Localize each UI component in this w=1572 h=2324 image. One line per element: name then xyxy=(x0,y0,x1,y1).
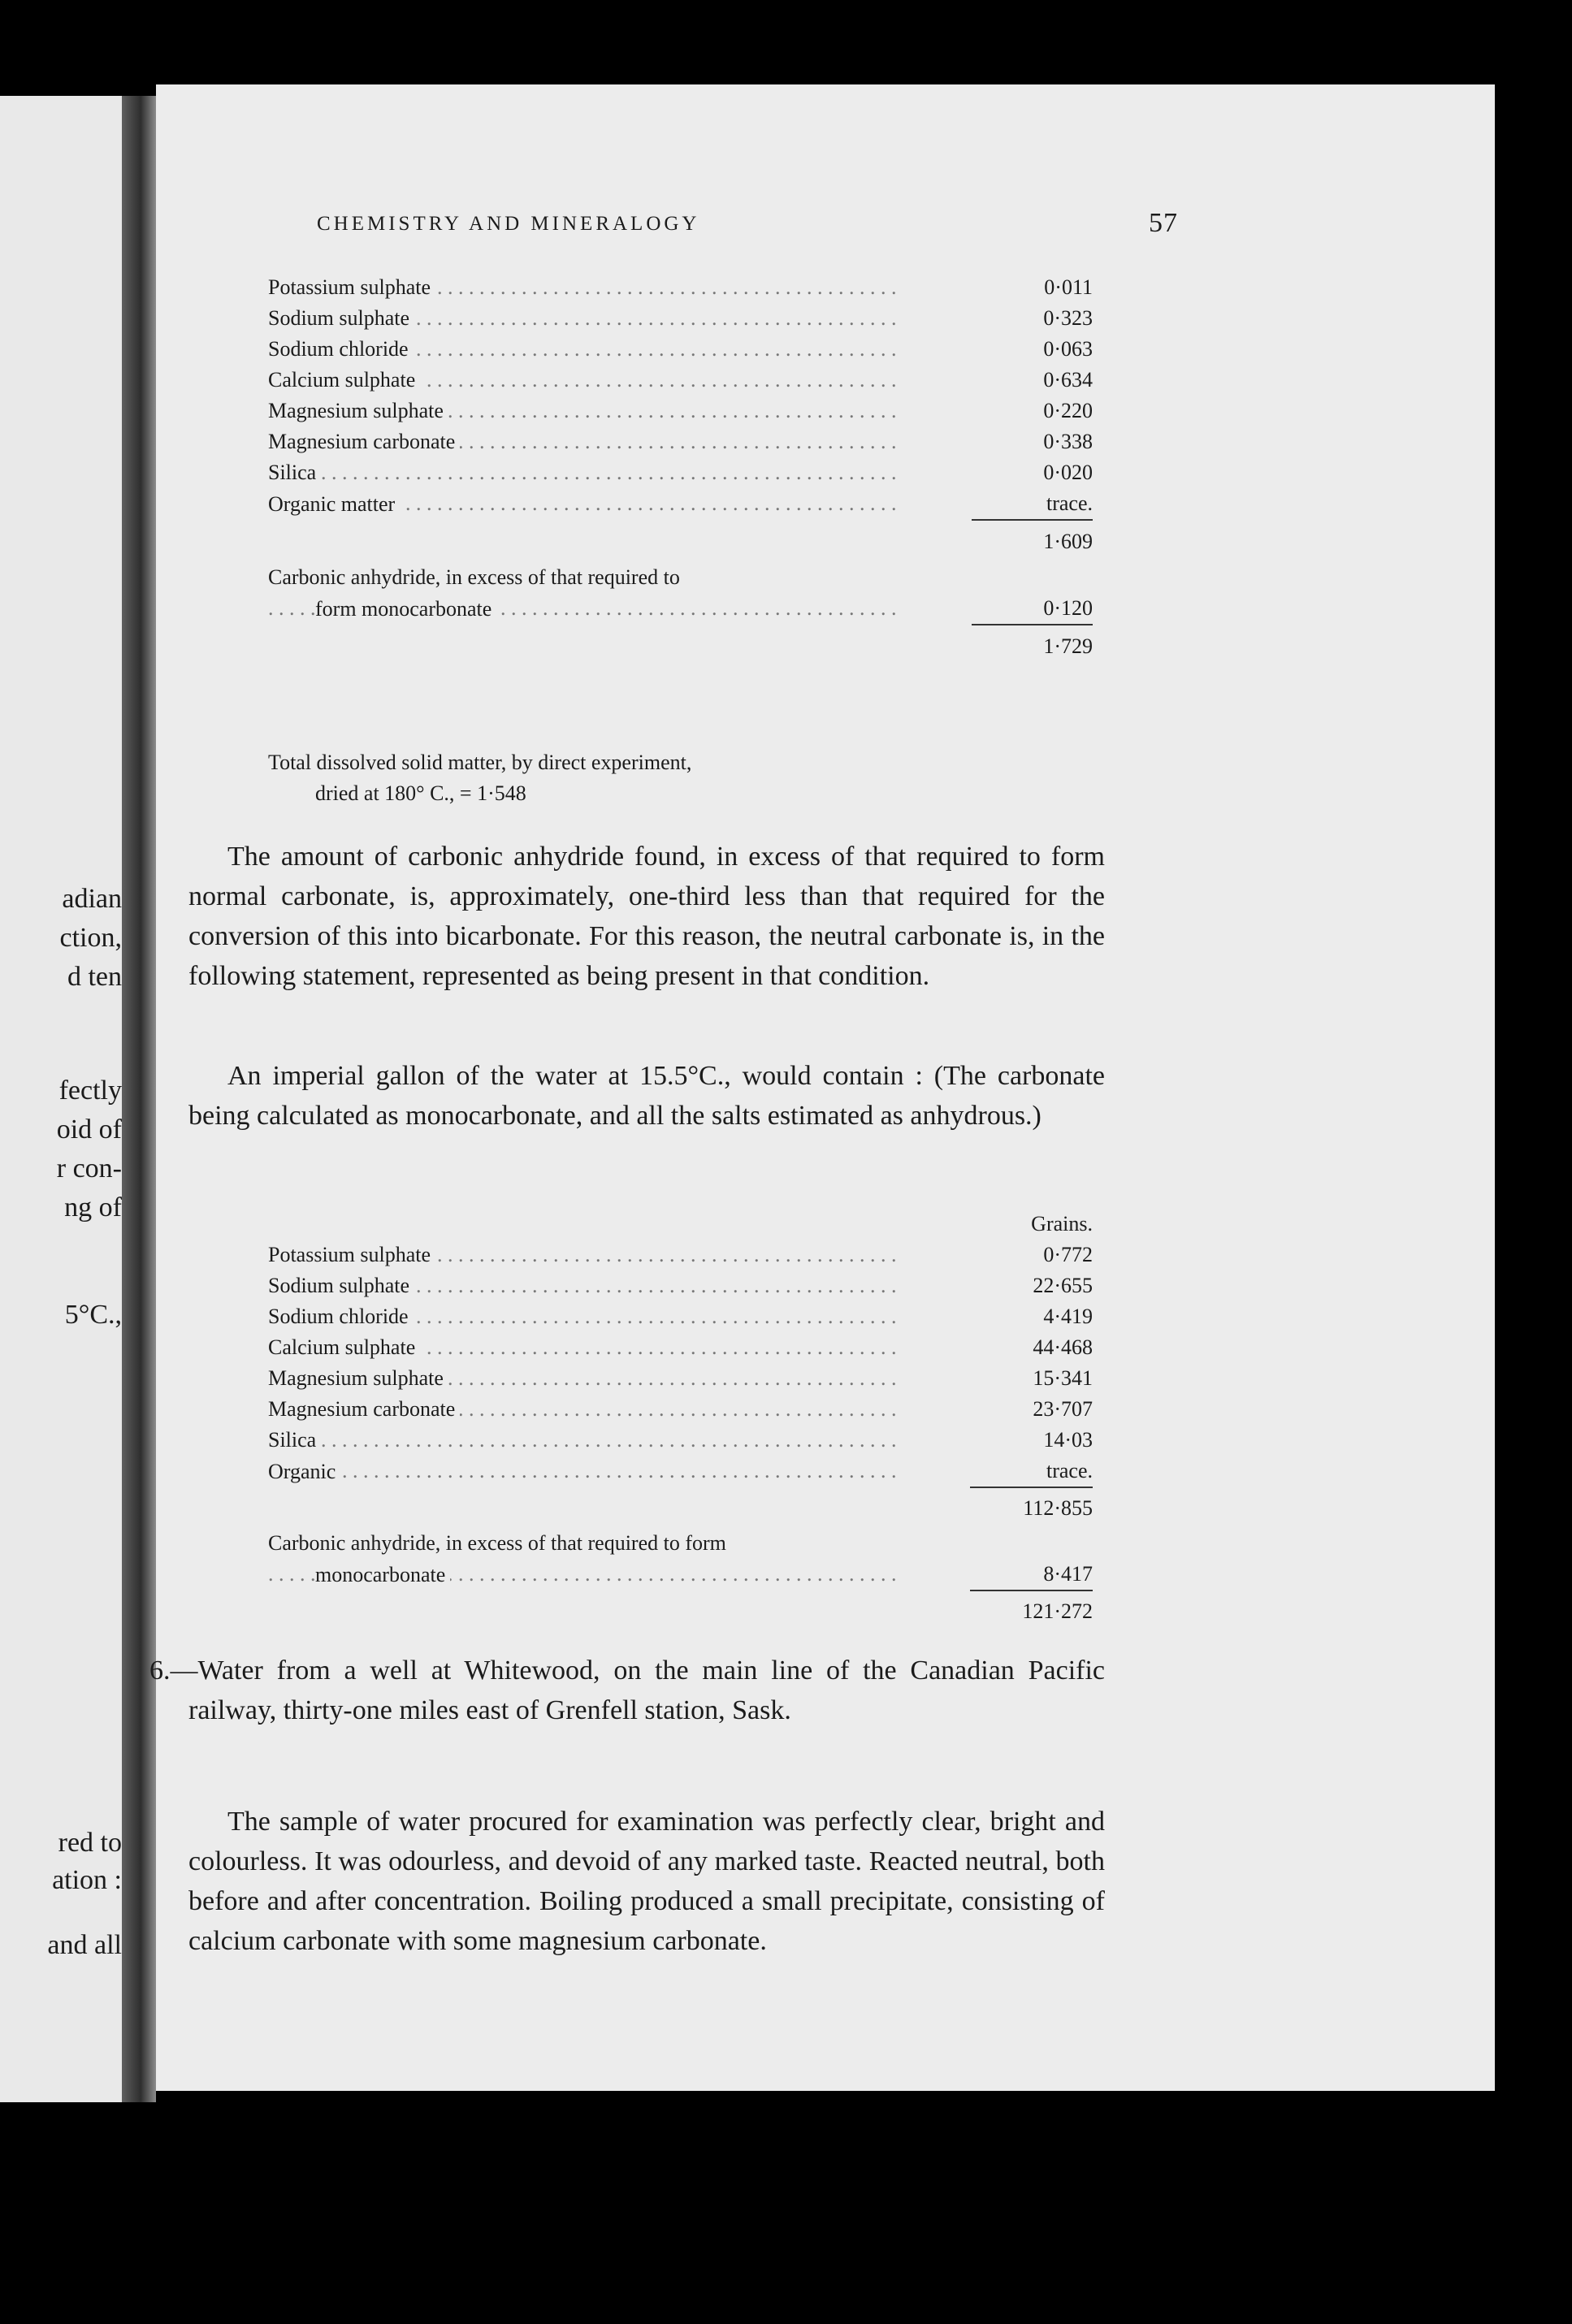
table-row xyxy=(268,488,1093,520)
book-spine xyxy=(122,96,156,2102)
row-value: 14·03 xyxy=(1043,1428,1093,1452)
facing-fragment: red to xyxy=(58,1828,122,1858)
row-label: monocarbonate xyxy=(315,1563,450,1586)
row-label: Sodium sulphate xyxy=(268,306,414,330)
row-label: Potassium sulphate xyxy=(268,275,435,299)
row-value: 0·338 xyxy=(1043,430,1093,453)
facing-fragment: ation : xyxy=(52,1865,122,1895)
row-value: trace. xyxy=(972,488,1093,520)
analysis-table-2 xyxy=(268,1209,1093,1631)
paragraph-carbonic-excess: The amount of carbonic anhydride found, in excess of that required to form normal carbonate, is, approximately, one-third less than that required for the conversion of this into bicarbonate. For this reason, the neutral carbonate is, in the following statement, represented as being present in that condition. xyxy=(188,842,1105,991)
row-label: Sodium sulphate xyxy=(268,1274,414,1297)
table-row xyxy=(268,1301,1093,1332)
row-value: 0·011 xyxy=(1044,275,1093,299)
row-value: 0·063 xyxy=(1043,337,1093,361)
facing-fragment: d ten xyxy=(67,962,122,992)
carbonic-row xyxy=(268,1559,1093,1590)
row-label: form monocarbonate xyxy=(315,597,496,621)
carbonic-row-line1 xyxy=(268,1528,1093,1559)
analysis-table-1-body xyxy=(268,272,1093,667)
row-value: trace. xyxy=(970,1456,1093,1487)
row-value: 8·417 xyxy=(970,1559,1093,1590)
row-label: Magnesium carbonate xyxy=(268,430,460,453)
paragraph-sample-description: The sample of water procured for examination was perfectly clear, bright and colourless. It was odourless, and devoid of any marked taste. Reacted neutral, both before and after concentration. Boiling produced a small precipitate, consisting of calcium carbonate with some magnesium carbonate. xyxy=(188,1807,1105,1956)
row-value: 15·341 xyxy=(1033,1366,1093,1390)
facing-fragment: oid of xyxy=(56,1114,122,1145)
table-row xyxy=(268,1425,1093,1456)
row-value: 23·707 xyxy=(1033,1397,1093,1421)
dissolved-line-1: Total dissolved solid matter, by direct experiment, xyxy=(268,751,692,774)
paragraph-gallon-contents: An imperial gallon of the water at 15.5°C., would contain : (The carbonate being calculated as monocarbonate, and all the salts estimated as anhydrous.) xyxy=(188,1061,1105,1131)
table-row xyxy=(268,272,1093,303)
row-label: Magnesium carbonate xyxy=(268,1397,460,1421)
running-header xyxy=(317,208,1178,238)
row-value: 0·020 xyxy=(1043,461,1093,484)
table-row xyxy=(268,1240,1093,1270)
carbonic-row-line1 xyxy=(268,562,1093,593)
facing-fragment: fectly xyxy=(58,1075,122,1106)
row-label: Potassium sulphate xyxy=(268,1243,435,1266)
table-row xyxy=(268,1270,1093,1301)
facing-fragment: r con- xyxy=(56,1153,122,1184)
row-label: Organic xyxy=(268,1460,340,1483)
row-value: 121·272 xyxy=(1022,1599,1093,1623)
row-value xyxy=(972,562,1093,593)
total-row xyxy=(268,1590,1093,1631)
row-value: 0·772 xyxy=(1043,1243,1093,1266)
running-title: CHEMISTRY AND MINERALOGY xyxy=(317,213,700,235)
row-label: Silica xyxy=(268,461,321,484)
row-value: 44·468 xyxy=(1033,1335,1093,1359)
dissolved-solid-note xyxy=(268,747,1032,809)
table-row xyxy=(268,1394,1093,1425)
unit-header: Grains. xyxy=(1031,1212,1093,1236)
table-row xyxy=(268,1363,1093,1394)
subtotal-row xyxy=(268,520,1093,562)
table-row xyxy=(268,396,1093,426)
facing-fragment: 5°C., xyxy=(64,1300,122,1330)
row-label: Calcium sulphate xyxy=(268,368,420,392)
row-value: 112·855 xyxy=(1023,1495,1093,1520)
table-row xyxy=(268,1456,1093,1487)
table-row xyxy=(268,365,1093,396)
row-value: 0·220 xyxy=(1043,399,1093,422)
row-label: Calcium sulphate xyxy=(268,1335,420,1359)
facing-fragment: adian xyxy=(62,884,122,914)
analysis-table-1 xyxy=(268,272,1093,667)
total-row xyxy=(268,625,1093,667)
row-label: Organic matter xyxy=(268,492,400,516)
table-row xyxy=(268,426,1093,457)
row-value xyxy=(970,1528,1093,1559)
facing-page xyxy=(0,96,122,2102)
row-label: Carbonic anhydride, in excess of that required to form xyxy=(268,1531,726,1555)
facing-fragment: ng of xyxy=(64,1192,122,1223)
row-label: Sodium chloride xyxy=(268,1305,414,1328)
analysis-table-2-body xyxy=(268,1209,1093,1631)
facing-fragment: ction, xyxy=(59,923,122,953)
page-number: 57 xyxy=(1149,208,1178,238)
table-row xyxy=(268,303,1093,334)
item-number: 6.— xyxy=(149,1655,198,1686)
row-value: 4·419 xyxy=(1043,1305,1093,1328)
row-value: 0·120 xyxy=(972,593,1093,625)
item-6-heading xyxy=(149,1651,1105,1730)
row-value: 0·323 xyxy=(1043,306,1093,330)
table-row xyxy=(268,1332,1093,1363)
table-row xyxy=(268,334,1093,365)
subtotal-row xyxy=(268,1487,1093,1528)
dissolved-line-2: dried at 180° C., = 1·548 xyxy=(315,781,526,805)
row-label: Silica xyxy=(268,1428,321,1452)
row-label: Magnesium sulphate xyxy=(268,1366,448,1390)
carbonic-row xyxy=(268,593,1093,625)
facing-fragment: and all xyxy=(47,1930,122,1960)
row-label: Magnesium sulphate xyxy=(268,399,448,422)
row-value: 1·609 xyxy=(1043,529,1093,553)
row-label: Sodium chloride xyxy=(268,337,414,361)
item-text: Water from a well at Whitewood, on the main line of the Canadian Pacific railway, thirty-one miles east of Grenfell station, Sask. xyxy=(188,1655,1105,1725)
table-row xyxy=(268,457,1093,488)
row-value: 0·634 xyxy=(1043,368,1093,392)
row-value: 1·729 xyxy=(1043,634,1093,658)
unit-header-row xyxy=(268,1209,1093,1240)
row-label: Carbonic anhydride, in excess of that required to xyxy=(268,565,680,589)
row-value: 22·655 xyxy=(1033,1274,1093,1297)
